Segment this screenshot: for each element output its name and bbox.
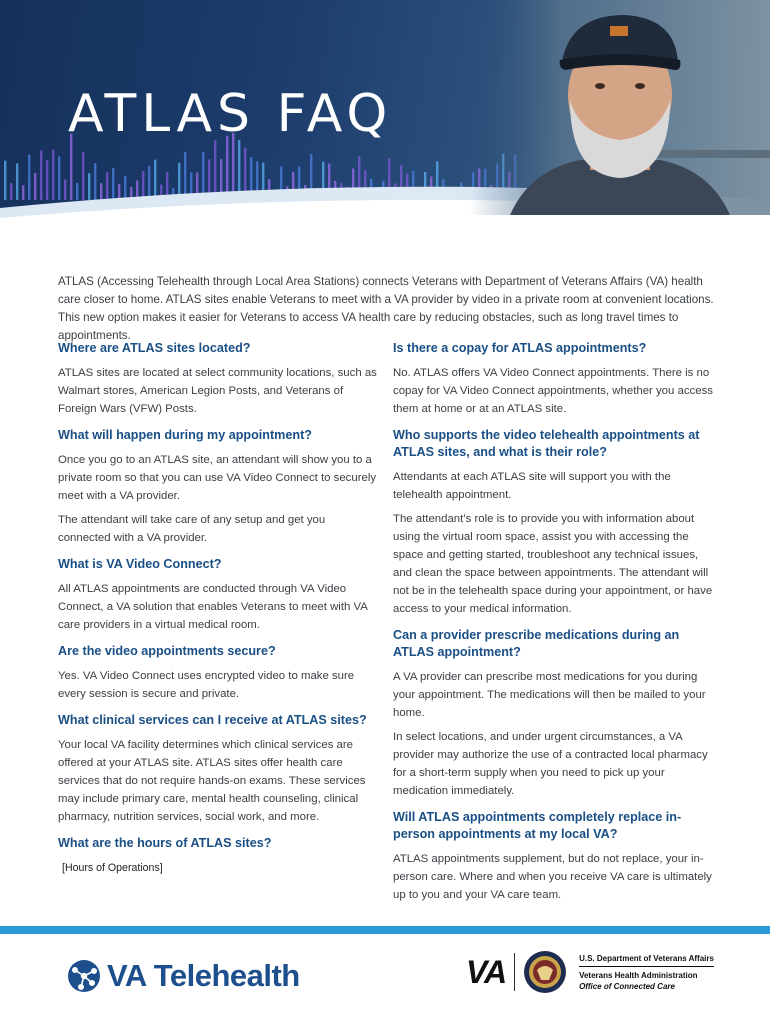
va-seal-icon — [523, 950, 567, 994]
logo-divider — [514, 953, 515, 991]
wave-bar — [34, 173, 36, 200]
va-department-logo — [466, 950, 714, 994]
faq-question: Where are ATLAS sites located? — [58, 341, 251, 355]
wave-bar — [40, 151, 42, 200]
faq-item — [393, 427, 713, 618]
faq-question: What clinical services can I receive at ATLAS sites? — [58, 713, 367, 727]
wave-bar — [112, 168, 114, 200]
faq-answer: The attendant will take care of any setup and get you connected with a VA provider. — [58, 514, 326, 544]
wave-bar — [226, 136, 228, 200]
faq-answer: The attendant’s role is to provide you with information about using the virtual room space, assist you with accessing the space and getting started, troubleshoot any technical issues, and clean the space between appointments. The attendant will not be in the telehealth space during your appointment, or have access to your medical information. — [393, 513, 713, 615]
wave-bar — [124, 176, 126, 200]
faq-right-column — [393, 340, 713, 913]
faq-question: Are the video appointments secure? — [58, 644, 276, 658]
wave-bar — [142, 171, 144, 200]
faq-question: What are the hours of ATLAS sites? — [58, 836, 272, 850]
administration-name: Veterans Health Administration — [579, 970, 698, 980]
wave-bar — [100, 183, 102, 200]
department-text — [579, 953, 714, 992]
faq-item — [58, 712, 378, 826]
intro-paragraph: ATLAS (Accessing Telehealth through Local Area Stations) connects Veterans with Department of Veterans Affairs (VA) health care closer to home. ATLAS sites enable Veterans to meet with a VA provider by video in a private room at convenient locations. This new option makes it easier for Veterans to access VA health care by reducing obstacles, such as long travel times to appointments. — [58, 275, 714, 342]
hours-placeholder: [Hours of Operations] — [62, 862, 163, 874]
faq-item — [58, 556, 378, 634]
department-name: U.S. Department of Veterans Affairs — [579, 953, 714, 967]
va-telehealth-logo — [67, 958, 300, 994]
faq-question: Will ATLAS appointments completely replace in-person appointments at my local VA? — [393, 810, 682, 841]
faq-item — [58, 643, 378, 703]
faq-answer: In select locations, and under urgent circumstances, a VA provider may authorize the use of a contracted local pharmacy for a short-term supply when you need to pick up your medication immediately. — [393, 731, 708, 797]
wave-bar — [52, 150, 54, 200]
faq-item — [58, 835, 378, 877]
wave-bar — [76, 183, 78, 200]
faq-question: What is VA Video Connect? — [58, 557, 222, 571]
wave-bar — [46, 160, 48, 200]
faq-answer: ATLAS appointments supplement, but do not replace, your in-person care. Where and when you receive VA care is ultimately up to you and your VA care team. — [393, 853, 712, 901]
wave-bar — [184, 152, 186, 200]
wave-bar — [106, 172, 108, 200]
brand-name: VA Telehealth — [107, 958, 300, 993]
faq-item — [58, 340, 378, 418]
wave-bar — [82, 152, 84, 200]
faq-item — [393, 627, 713, 800]
globe-network-icon — [67, 959, 101, 993]
wave-bar — [22, 185, 24, 200]
wave-bar — [148, 166, 150, 200]
faq-answer: ATLAS sites are located at select community locations, such as Walmart stores, American Legion Posts, and Veterans of Foreign Wars (VFW) Posts. — [58, 367, 377, 415]
wave-bar — [58, 156, 60, 200]
faq-answer: Yes. VA Video Connect uses encrypted video to make sure every session is secure and private. — [58, 670, 355, 700]
faq-answer: All ATLAS appointments are conducted through VA Video Connect, a VA solution that enables Veterans to meet with VA care providers in a virtual medical room. — [58, 583, 368, 631]
wave-bar — [10, 183, 12, 200]
faq-question: What will happen during my appointment? — [58, 428, 312, 442]
wave-bar — [16, 163, 18, 200]
wave-bar — [28, 155, 30, 200]
wave-bar — [154, 160, 156, 200]
wave-bar — [214, 140, 216, 200]
wave-bar — [88, 173, 90, 200]
faq-item — [58, 427, 378, 547]
faq-answer: Attendants at each ATLAS site will support you with the telehealth appointment. — [393, 471, 671, 501]
office-name: Office of Connected Care — [579, 981, 675, 991]
faq-left-column — [58, 340, 378, 886]
faq-answer: A VA provider can prescribe most medications for you during your appointment. The medications will then be mailed to your home. — [393, 671, 706, 719]
hero-banner — [0, 0, 770, 240]
faq-item — [393, 809, 713, 904]
faq-question: Can a provider prescribe medications during an ATLAS appointment? — [393, 628, 680, 659]
page-title: ATLAS FAQ — [68, 84, 393, 144]
faq-item — [393, 340, 713, 418]
faq-question: Who supports the video telehealth appointments at ATLAS sites, and what is their role? — [393, 428, 700, 459]
wave-bar — [64, 179, 66, 200]
faq-answer: Your local VA facility determines which clinical services are offered at your ATLAS site. ATLAS sites offer health care services that do not require hands-on exams. These services may include primary care, mental health counseling, clinical pharmacy, nutrition services, social work, and more. — [58, 739, 366, 823]
footer-band — [0, 926, 770, 934]
va-wordmark: VA — [466, 953, 507, 990]
wave-bar — [4, 161, 6, 200]
faq-question: Is there a copay for ATLAS appointments? — [393, 341, 647, 355]
faq-answer: No. ATLAS offers VA Video Connect appointments. There is no copay for VA Video Connect appointments, whether you access them at home or at an ATLAS site. — [393, 367, 713, 415]
wave-bar — [118, 184, 120, 200]
wave-bar — [94, 163, 96, 200]
faq-answer: Once you go to an ATLAS site, an attendant will show you to a private room so that you can use VA Video Connect to securely meet with a VA provider. — [58, 454, 377, 502]
veteran-photo — [470, 0, 770, 215]
